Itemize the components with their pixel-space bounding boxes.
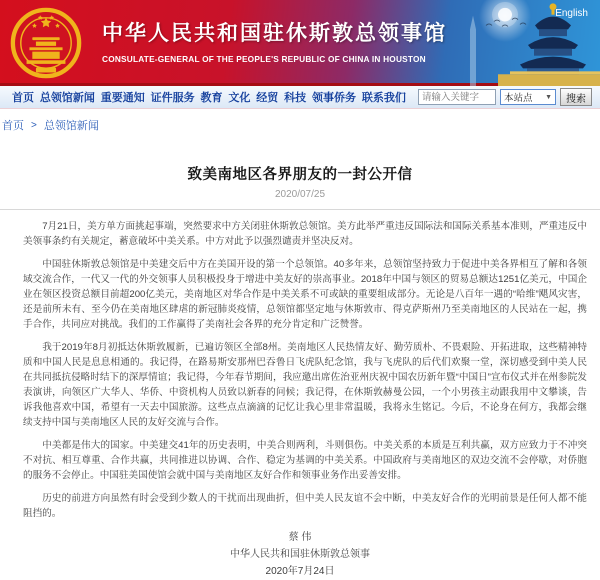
main-nav: [0, 86, 600, 109]
site-title-en: CONSULATE-GENERAL OF THE PEOPLE'S REPUBLIC OF CHINA IN HOUSTON: [102, 54, 426, 64]
signature-name: 蔡 伟: [288, 532, 312, 543]
search-button[interactable]: 搜索: [560, 88, 592, 106]
article-paragraph: 7月21日，美方单方面挑起事端，突然要求中方关闭驻休斯敦总领馆。美方此举严重违反国际法和国际关系基本准则，严重违反中美领事条约有关规定，蓄意破坏中美关系。中方对此予以强烈谴责并坚决反对。: [23, 221, 587, 247]
search-scope-value: 本站点: [504, 93, 533, 104]
breadcrumb-separator: >: [31, 119, 37, 131]
breadcrumb-home-link[interactable]: 首页: [2, 120, 24, 132]
nav-item[interactable]: 科技: [284, 92, 307, 104]
english-language-link[interactable]: English: [555, 8, 588, 19]
signature-title: 中华人民共和国驻休斯敦总领事: [230, 549, 370, 560]
article-paragraph: 历史的前进方向虽然有时会受到少数人的干扰而出现曲折，但中美人民友谊不会中断，中美友好合作的光明前景是任何人都不能阻挡的。: [23, 493, 587, 519]
nav-item[interactable]: 经贸: [256, 92, 279, 104]
nav-items: [12, 89, 406, 105]
nav-item[interactable]: 领事侨务: [312, 92, 356, 104]
nav-item[interactable]: 重要通知: [100, 92, 145, 104]
article-paragraph: 中美都是伟大的国家。中美建交41年的历史表明，中美合则两利，斗则俱伤。中美关系的本质是互利共赢，双方应致力于不冲突不对抗、相互尊重、合作共赢，共同推进以协调、合作、稳定为基调的中美关系。中国政府与美南地区的双边交流不会停歇，对侨胞的服务不会停止。中国驻美国使馆会就中国与美南地区友好合作和领事业务作出妥善安排。: [23, 440, 587, 481]
site-header: [0, 0, 600, 86]
article-title: 致美南地区各界朋友的一封公开信: [187, 167, 413, 183]
search-bar: [418, 88, 592, 106]
article-paragraph: 中国驻休斯敦总领馆是中美建交后中方在美国开设的第一个总领馆。40多年来，总领馆坚持致力于促进中美各界相互了解和各领域交流合作，一代又一代的外交领事人员积极投身于增进中美友好的崇高事业。2018年中国与领区的贸易总额达1251亿美元，中国企业在领区投资总额目前超200亿美元，美南地区对华合作是中美关系不可或缺的重要组成部分。无论是八百年一遇的“哈维”飓风灾害，还是前所未有、至今仍在美南地区肆虐的新冠肺炎疫情，总领馆都坚定地与休斯敦市、得克萨斯州乃至美南地区的人民站在一起，携手合作，共同应对挑战。我们的工作赢得了美南社会各界的充分肯定和广泛赞誉。: [23, 259, 587, 330]
article-body: [0, 219, 600, 521]
nav-item[interactable]: 证件服务: [150, 92, 195, 104]
header-titles: [102, 17, 447, 64]
nav-item[interactable]: 文化: [228, 92, 251, 104]
search-scope-select[interactable]: [500, 89, 556, 105]
signature-block: [0, 529, 600, 580]
article: [0, 163, 600, 580]
nav-item[interactable]: 联系我们: [361, 92, 406, 104]
article-date: 2020/07/25: [274, 189, 326, 200]
search-input[interactable]: [418, 89, 496, 105]
nav-item[interactable]: 首页: [12, 92, 34, 104]
article-paragraph: 我于2019年8月初抵达休斯敦履新，已遍访领区全部8州。美南地区人民热情友好、勤劳质朴、不畏艰险、开拓进取，这些精神特质和中国人民是息息相通的。我记得，在路易斯安那州巴吞鲁日飞虎队纪念馆，我与飞虎队的后代们欢聚一堂，深切感受到中美人民在共同抵抗侵略时结下的深厚情谊；我记得，今年春节期间，我应邀出席佐治亚州庆祝中国农历新年暨“中国日”宣布仪式并在州参院发表演讲，向领区广大华人、华侨、中资机构人员致以新春的问候；我记得，在休斯敦赫曼公园，一个小男孩主动跟我用中文攀谈，告诉我他喜欢中国，希望有一天去中国旅游。这些点点滴滴的记忆让我心里非常温暖，我将永生铭记。今后，不论身在何方，我都会继续支持中国与美南地区人民的友好交流与合作。: [23, 342, 587, 428]
national-emblem-icon: [10, 5, 82, 81]
divider: [0, 209, 600, 210]
chevron-down-icon: ▼: [545, 93, 552, 101]
site-title-cn: 中华人民共和国驻休斯敦总领事馆: [102, 22, 447, 45]
nav-item[interactable]: 教育: [200, 92, 223, 104]
breadcrumb-current-link[interactable]: 总领馆新闻: [43, 120, 99, 132]
nav-item[interactable]: 总领馆新闻: [39, 92, 95, 104]
breadcrumb: [0, 109, 600, 140]
signature-date: 2020年7月24日: [265, 566, 335, 577]
